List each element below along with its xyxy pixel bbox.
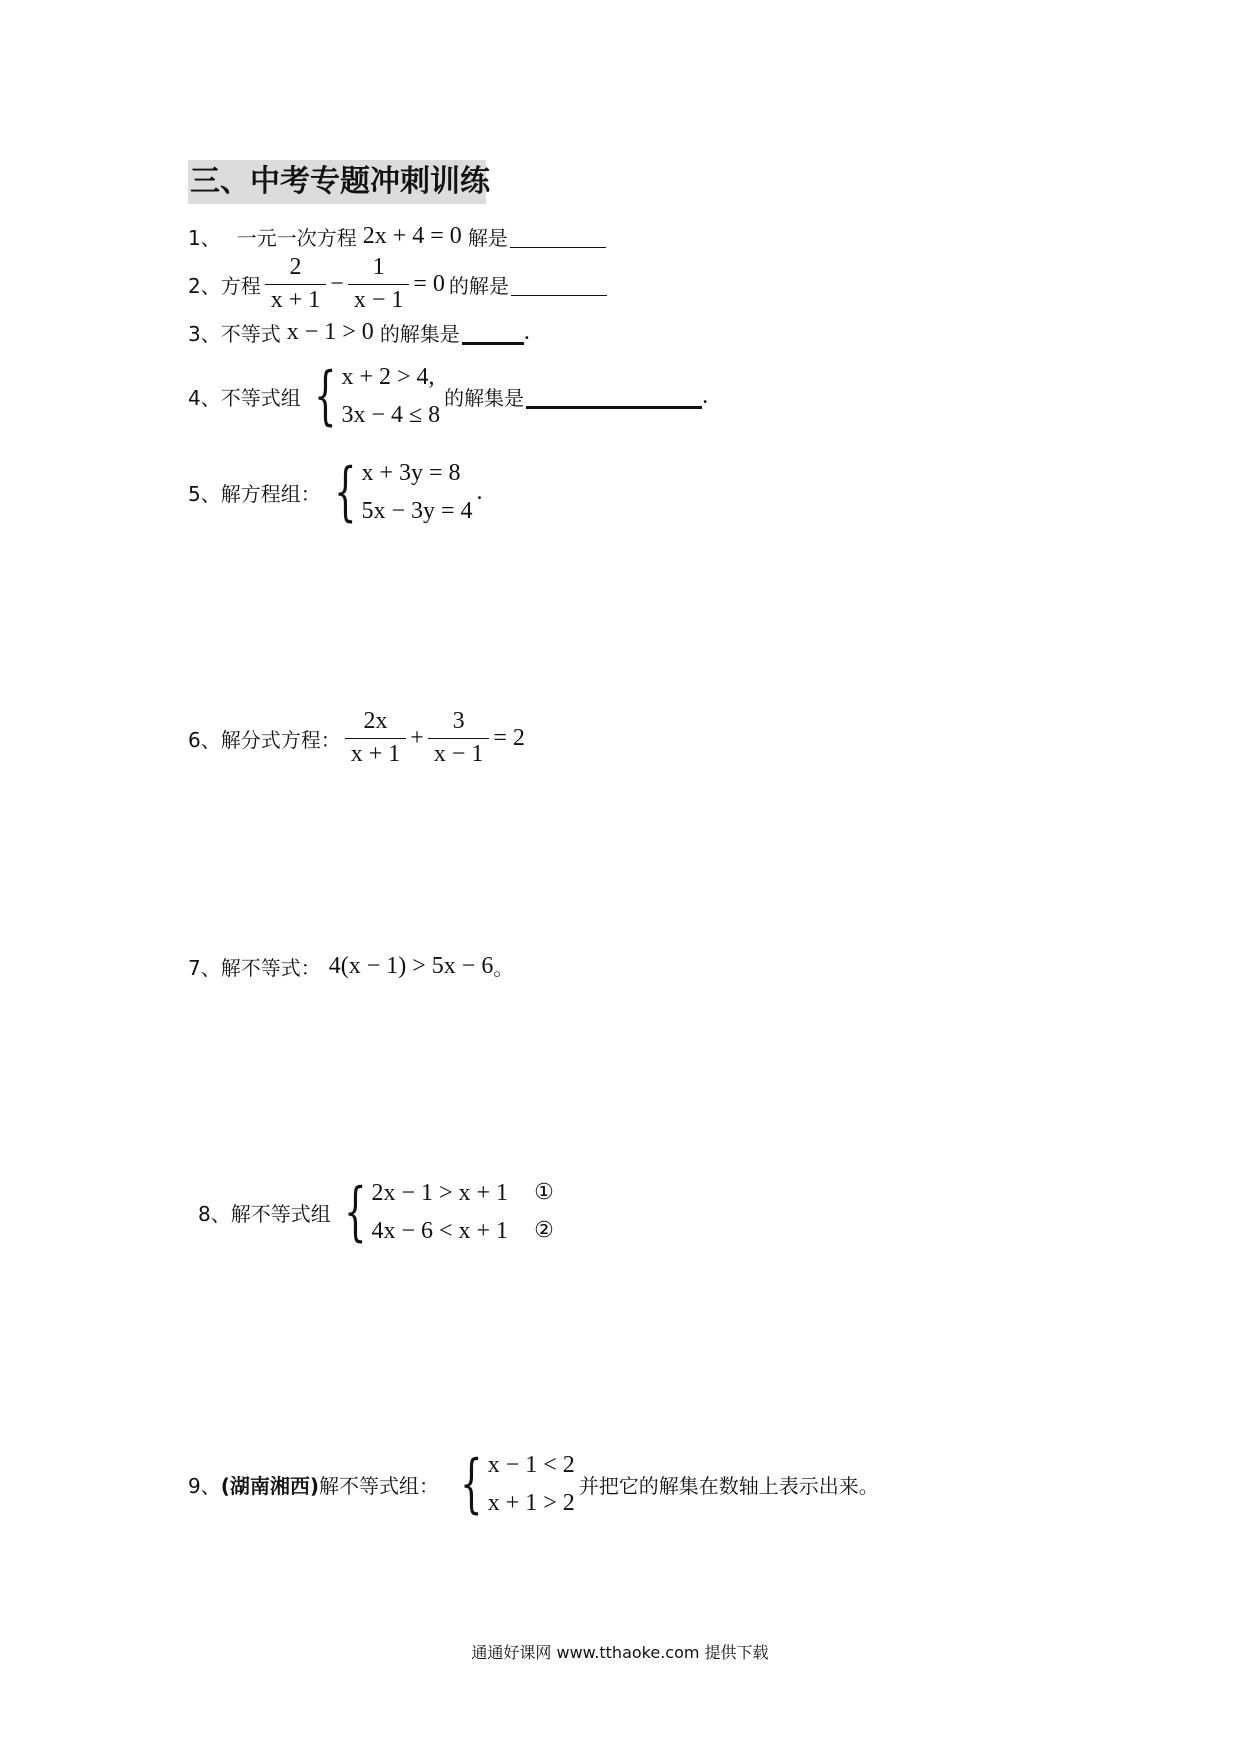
question-text: 解不等式组 (230, 1201, 331, 1226)
question-suffix: 的解集是 (444, 385, 525, 410)
question-number: 1、 (188, 226, 221, 250)
question-7 (188, 952, 513, 981)
question-number: 9、 (188, 1473, 221, 1498)
question-number: 6、 (188, 727, 221, 752)
question-8 (198, 1174, 558, 1250)
question-2 (188, 254, 607, 314)
numerator: 3 (452, 708, 465, 734)
left-brace: { (460, 1447, 483, 1521)
question-number: 3、 (188, 322, 221, 346)
denominator: x − 1 (428, 738, 490, 769)
question-1 (188, 222, 606, 251)
question-6 (188, 708, 525, 768)
question-text: 不等式组 (220, 385, 301, 410)
question-number: 2、 (188, 273, 221, 298)
question-text: 解分式方程： (220, 727, 341, 752)
answer-blank[interactable] (511, 273, 607, 296)
question-9 (188, 1446, 879, 1522)
footer-credit: 通通好课网 www.tthaoke.com 提供下载 (471, 1643, 769, 1662)
inequality: 4(x − 1) > 5x − 6 (328, 953, 494, 979)
question-3 (188, 318, 530, 347)
question-number: 8、 (198, 1201, 231, 1226)
question-text: 一元一次方程 (236, 226, 357, 250)
inequality-system (305, 358, 440, 434)
system-line-2: 4x − 6 < x + 1 (371, 1218, 509, 1244)
rhs: = 0 (413, 270, 445, 297)
section-heading: 三、中考专题冲刺训练 (188, 160, 486, 204)
operator: + (410, 724, 424, 751)
equation-system (325, 454, 473, 530)
question-text: 方程 (220, 273, 261, 298)
left-brace: { (343, 1175, 367, 1249)
question-text: 解不等式： (220, 956, 321, 980)
equation: 2x + 4 = 0 (362, 223, 462, 249)
question-number: 7、 (188, 956, 221, 980)
inequality-system (451, 1446, 575, 1522)
system-line-2: x + 1 > 2 (487, 1490, 575, 1516)
denominator: x + 1 (265, 284, 327, 315)
inequality: x − 1 > 0 (286, 319, 374, 345)
numerator: 2 (289, 254, 302, 280)
end-mark: . (476, 478, 483, 505)
system-line-1: 2x − 1 > x + 1 (371, 1180, 509, 1206)
end-mark: . (523, 319, 530, 345)
denominator: x + 1 (345, 738, 407, 769)
source-tag: (湖南湘西) (220, 1473, 320, 1498)
numerator: 2x (363, 708, 388, 734)
question-text: 解不等式组： (319, 1473, 440, 1498)
end-mark: 。 (493, 956, 514, 980)
left-brace: { (333, 455, 357, 529)
fraction-2 (348, 254, 410, 314)
system-line-1: x − 1 < 2 (487, 1452, 575, 1478)
system-line-1: x + 2 > 4, (341, 364, 435, 390)
question-number: 5、 (188, 481, 221, 506)
system-line-1: x + 3y = 8 (361, 460, 461, 486)
question-5 (188, 454, 483, 530)
fraction-1 (265, 254, 327, 314)
operator: − (330, 270, 344, 297)
circled-two-marker: ② (534, 1218, 554, 1243)
denominator: x − 1 (348, 284, 410, 315)
question-suffix: 并把它的解集在数轴上表示出来。 (578, 1473, 879, 1498)
question-text: 不等式 (220, 322, 281, 346)
circled-one-marker: ① (534, 1180, 554, 1205)
fraction-2 (428, 708, 490, 768)
question-4 (188, 358, 708, 434)
system-line-2: 5x − 3y = 4 (361, 498, 473, 524)
answer-blank[interactable] (526, 384, 702, 409)
system-line-2: 3x − 4 ≤ 8 (341, 402, 441, 428)
answer-blank[interactable] (510, 225, 606, 248)
end-mark: . (702, 382, 709, 409)
question-number: 4、 (188, 385, 221, 410)
rhs: = 2 (493, 724, 525, 751)
question-suffix: 的解是 (448, 273, 509, 298)
fraction-1 (345, 708, 407, 768)
question-suffix: 解是 (467, 226, 508, 250)
numerator: 1 (372, 254, 385, 280)
left-brace: { (313, 359, 337, 433)
answer-blank[interactable] (462, 320, 524, 345)
question-text: 解方程组： (220, 481, 321, 506)
question-suffix: 的解集是 (379, 322, 460, 346)
inequality-system (335, 1174, 554, 1250)
